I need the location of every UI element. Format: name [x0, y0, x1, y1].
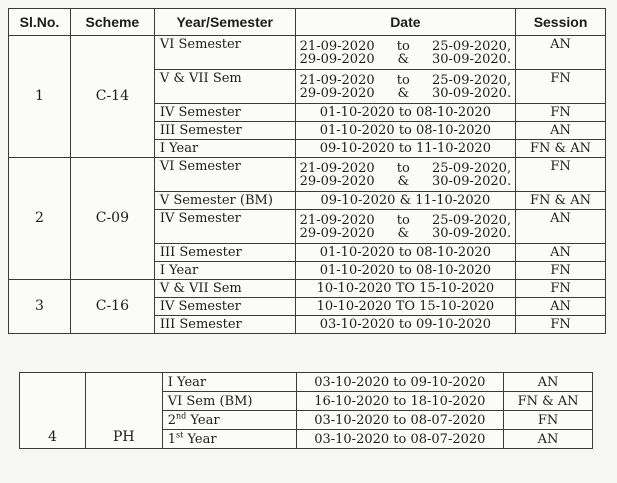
session-cell: AN [504, 373, 593, 392]
date-line: 21-09-2020 to 25-09-2020, [299, 38, 512, 54]
year-number: 1 [167, 431, 177, 447]
year-semester-cell: IV Semester [154, 104, 295, 122]
ph-schedule-table [19, 372, 593, 449]
serial-number-cell: 2 [9, 158, 71, 280]
date-cell [295, 262, 515, 280]
session-cell: AN [516, 36, 606, 70]
serial-number-cell: 3 [9, 280, 71, 334]
date-cell [295, 298, 515, 316]
date-cell [295, 158, 515, 192]
session-cell: FN [516, 280, 606, 298]
date-cell [295, 122, 515, 140]
session-cell: AN [516, 210, 606, 244]
date-cell [295, 70, 515, 104]
date-line: 29-09-2020 & 30-09-2020. [299, 85, 512, 101]
year-semester-cell: V Semester (BM) [154, 192, 295, 210]
date-cell [295, 316, 515, 334]
year-ordinal-suffix: st [176, 430, 184, 440]
year-semester-cell [162, 430, 296, 449]
date-cell: 03-10-2020 to 08-07-2020 [296, 411, 504, 430]
year-semester-cell: VI Sem (BM) [162, 392, 296, 411]
session-cell: FN [516, 70, 606, 104]
year-semester-cell: III Semester [154, 244, 295, 262]
year-semester-cell: I Year [162, 373, 296, 392]
date-cell: 16-10-2020 to 18-10-2020 [296, 392, 504, 411]
header-year-semester: Year/Semester [154, 9, 295, 36]
scheme-cell: C-14 [70, 36, 154, 158]
year-semester-cell: I Year [154, 140, 295, 158]
table-row [9, 36, 606, 70]
date-cell: 03-10-2020 to 08-07-2020 [296, 430, 504, 449]
year-semester-cell [162, 411, 296, 430]
date-cell [295, 280, 515, 298]
year-number: 2 [167, 412, 177, 428]
date-line: 21-09-2020 to 25-09-2020, [299, 72, 512, 88]
session-cell: AN [516, 298, 606, 316]
year-semester-cell: IV Semester [154, 298, 295, 316]
date-line: 29-09-2020 & 30-09-2020. [299, 173, 512, 189]
header-slno: Sl.No. [9, 9, 71, 36]
session-cell: AN [504, 430, 593, 449]
table-row [9, 280, 606, 298]
session-cell: FN [516, 104, 606, 122]
year-semester-cell: III Semester [154, 122, 295, 140]
scheme-cell: C-09 [70, 158, 154, 280]
year-semester-cell: VI Semester [154, 158, 295, 192]
date-cell: 03-10-2020 to 09-10-2020 [296, 373, 504, 392]
header-date: Date [295, 9, 515, 36]
date-line: 10-10-2020 TO 15-10-2020 [316, 299, 495, 314]
date-cell [295, 104, 515, 122]
session-cell: FN & AN [516, 192, 606, 210]
session-cell: FN [504, 411, 593, 430]
year-label: Year [186, 412, 220, 428]
date-cell [295, 192, 515, 210]
date-line: 10-10-2020 TO 15-10-2020 [316, 281, 495, 296]
year-ordinal-suffix: nd [176, 411, 187, 421]
date-line: 29-09-2020 & 30-09-2020. [299, 225, 512, 241]
year-semester-cell: IV Semester [154, 210, 295, 244]
session-cell: FN [516, 158, 606, 192]
schedule-table [8, 8, 606, 334]
year-semester-cell: III Semester [154, 316, 295, 334]
session-cell: AN [516, 244, 606, 262]
date-line: 21-09-2020 to 25-09-2020, [299, 160, 512, 176]
date-cell [295, 210, 515, 244]
date-line: 03-10-2020 to 09-10-2020 [319, 317, 491, 332]
year-semester-cell: I Year [154, 262, 295, 280]
header-row [9, 9, 606, 36]
year-label: Year [183, 431, 217, 447]
date-cell [295, 36, 515, 70]
date-line: 29-09-2020 & 30-09-2020. [299, 51, 512, 67]
scheme-cell: C-16 [70, 280, 154, 334]
date-line: 01-10-2020 to 08-10-2020 [319, 123, 491, 138]
date-line: 01-10-2020 to 08-10-2020 [319, 263, 491, 278]
header-session: Session [516, 9, 606, 36]
date-line: 21-09-2020 to 25-09-2020, [299, 212, 512, 228]
session-cell: FN [516, 316, 606, 334]
serial-number-cell: 1 [9, 36, 71, 158]
year-semester-cell: V & VII Sem [154, 280, 295, 298]
date-cell [295, 244, 515, 262]
session-cell: AN [516, 122, 606, 140]
date-line: 09-10-2020 & 11-10-2020 [320, 193, 491, 208]
table-row [9, 158, 606, 192]
scheme-cell: PH [85, 373, 162, 449]
date-line: 01-10-2020 to 08-10-2020 [319, 105, 491, 120]
serial-number-cell: 4 [20, 373, 86, 449]
year-semester-cell: V & VII Sem [154, 70, 295, 104]
date-line: 09-10-2020 to 11-10-2020 [319, 141, 491, 156]
session-cell: FN [516, 262, 606, 280]
header-scheme: Scheme [70, 9, 154, 36]
table-row [20, 373, 593, 392]
session-cell: FN & AN [516, 140, 606, 158]
year-semester-cell: VI Semester [154, 36, 295, 70]
date-cell [295, 140, 515, 158]
session-cell: FN & AN [504, 392, 593, 411]
date-line: 01-10-2020 to 08-10-2020 [319, 245, 491, 260]
